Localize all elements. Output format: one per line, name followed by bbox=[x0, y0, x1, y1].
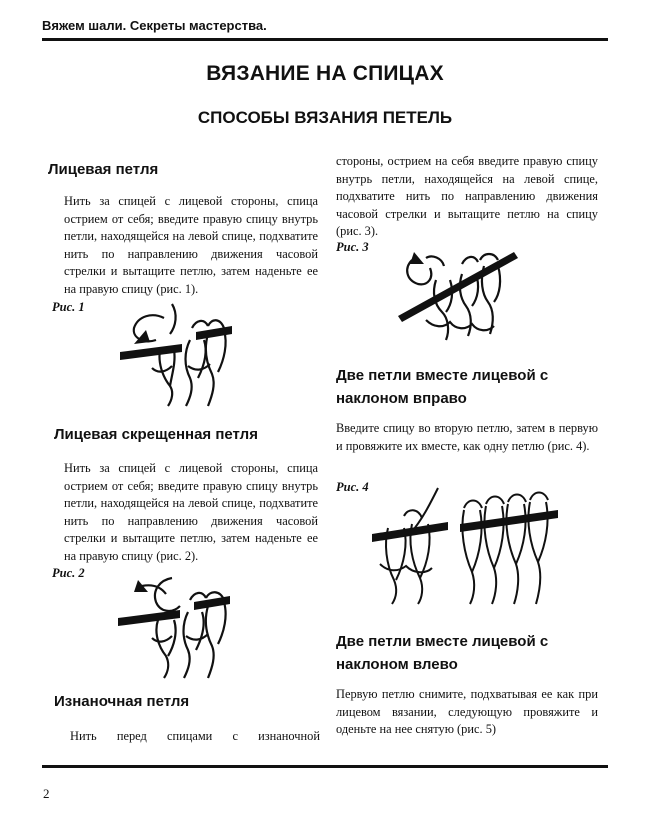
text-knit-stitch: Нить за спицей с лицевой стороны, спица острием от себя; введите правую спицу внутрь петли, находящейся на левой спице, подхватите нить по направлению движения часовой стрелки и вытащите петлю, затем наденьте ее на правую спицу (рис. 1). bbox=[64, 194, 318, 296]
heading-two-together-right bbox=[336, 364, 566, 410]
caption-fig-1: Рис. 1 bbox=[52, 300, 85, 314]
heading-two-together-right-text: Две петли вместе лицевой с наклоном вправо bbox=[336, 367, 549, 407]
page-number: 2 bbox=[43, 786, 50, 801]
header-rule bbox=[42, 38, 608, 41]
figure-3-purl-stitch bbox=[390, 250, 530, 350]
heading-purl-stitch: Изнаночная петля bbox=[54, 693, 190, 710]
page-subtitle: СПОСОБЫ ВЯЗАНИЯ ПЕТЕЛЬ bbox=[197, 108, 453, 127]
figure-1-knit-stitch bbox=[112, 300, 252, 410]
figure-4-two-together-right bbox=[368, 484, 568, 606]
figure-2-crossed-knit-stitch bbox=[112, 572, 252, 682]
heading-crossed-knit-stitch: Лицевая скрещенная петля bbox=[54, 426, 258, 443]
heading-two-together-left bbox=[336, 630, 566, 676]
page-title: ВЯЗАНИЕ НА СПИЦАХ bbox=[206, 62, 444, 85]
text-two-together-right: Введите спицу во вторую петлю, затем в первую и провяжите их вместе, как одну петлю (рис. 4). bbox=[336, 421, 598, 453]
text-purl-stitch-continued: стороны, острием на себя введите правую спицу внутрь петли, находящейся на левой спице, подхватите нить по направлению движения часовой стрелки и вытащите петлю на спицу (рис. 3). bbox=[336, 154, 598, 238]
caption-fig-3: Рис. 3 bbox=[336, 240, 369, 254]
heading-two-together-left-text: Две петли вместе лицевой с наклоном влево bbox=[336, 633, 549, 673]
text-two-together-left: Первую петлю снимите, подхватывая ее как при лицевом вязании, следующую провяжите и оденьте на нее снятую (рис. 5) bbox=[336, 687, 598, 736]
text-purl-stitch: Нить перед спицами с изнаночной bbox=[70, 729, 320, 743]
text-crossed-knit-stitch: Нить за спицей с лицевой стороны, спица острием от себя; введите правую спицу внутрь петли, находящейся на левой спице, подхватите нить по направлению движения часовой стрелки и вытащите петлю, затем наденьте ее на правую спицу (рис. 2). bbox=[64, 461, 318, 563]
heading-knit-stitch: Лицевая петля bbox=[48, 161, 159, 178]
footer-rule bbox=[42, 765, 608, 768]
caption-fig-2: Рис. 2 bbox=[52, 566, 85, 580]
caption-fig-4: Рис. 4 bbox=[336, 480, 369, 494]
running-header: Вяжем шали. Секреты мастерства. bbox=[42, 18, 267, 33]
